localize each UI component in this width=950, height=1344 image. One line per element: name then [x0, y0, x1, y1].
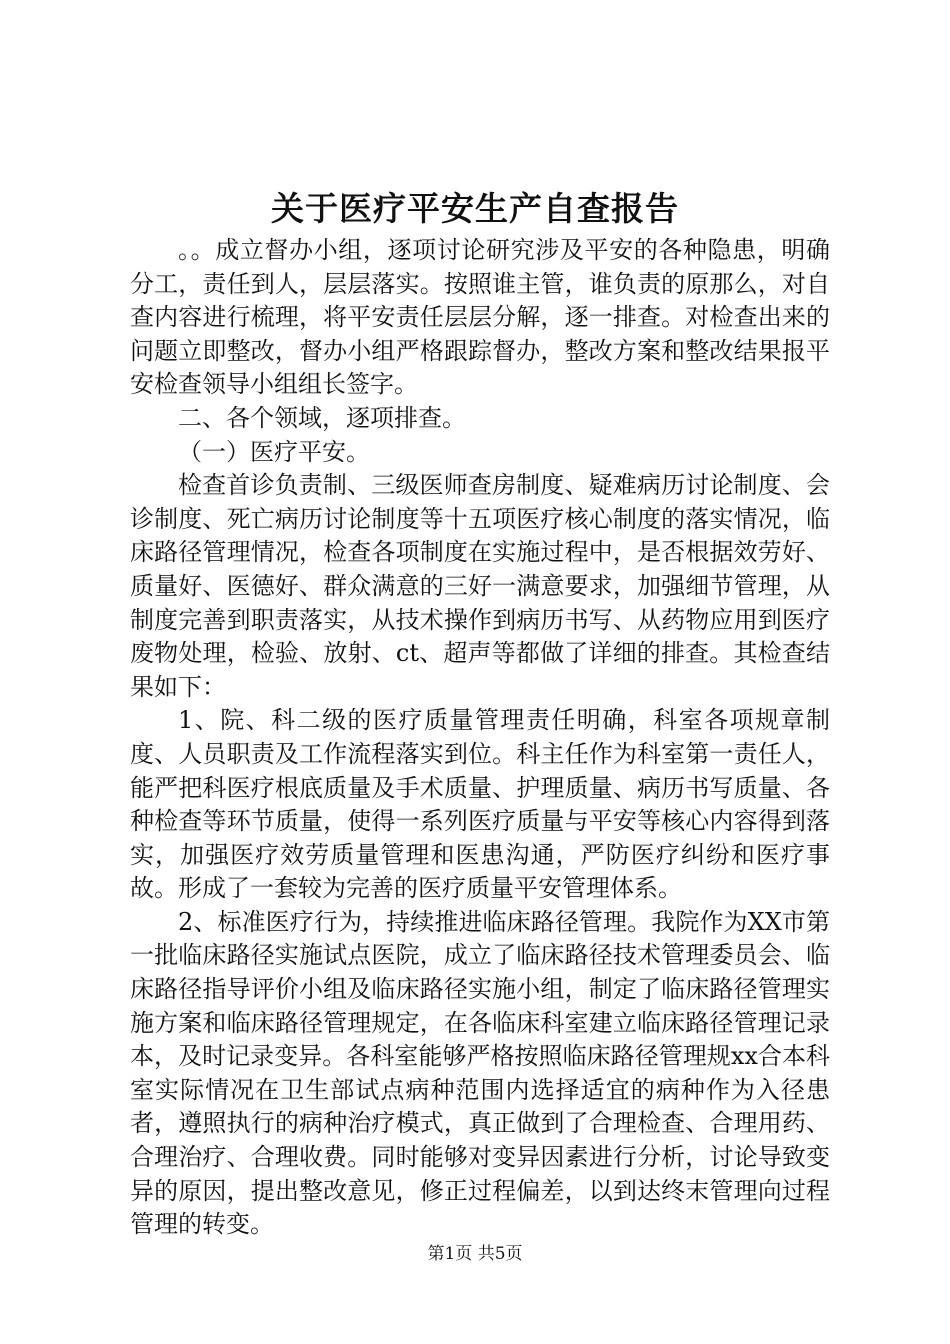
page-number-footer: 第1页 共5页 — [427, 1244, 523, 1264]
paragraph: 2、标准医疗行为，持续推进临床路径管理。我院作为XX市第一批临床路径实施试点医院，成立了临床路径技术管理委员会、临床路径指导评价小组及临床路径实施小组，制定了临床路径管理实施方案和临床路径管理规定，在各临床科室建立临床路径管理记录本，及时记录变异。各科室能够严格按照临床路径管理规xx合本科室实际情况在卫生部试点病种范围内选择适宜的病种作为入径患者，遵照执行的病种治疗模式，真正做到了合理检查、合理用药、合理治疗、合理收费。同时能够对变异因素进行分析，讨论导致变异的原因，提出整改意见，修正过程偏差，以到达终末管理向过程管理的转变。 — [130, 907, 830, 1239]
paragraph: 检查首诊负责制、三级医师查房制度、疑难病历讨论制度、会诊制度、死亡病历讨论制度等十五项医疗核心制度的落实情况，临床路径管理情况，检查各项制度在实施过程中，是否根据效劳好、质量好、医德好、群众满意的三好一满意要求，加强细节管理，从制度完善到职责落实，从技术操作到病历书写、从药物应用到医疗废物处理，检验、放射、ct、超声等都做了详细的排查。其检查结果如下： — [130, 471, 830, 701]
document-body — [130, 234, 830, 1242]
document-title: 关于医疗平安生产自查报告 — [271, 189, 679, 228]
section-heading: 二、各个领域，逐项排查。 — [178, 403, 466, 432]
paragraph: 1、院、科二级的医疗质量管理责任明确，科室各项规章制度、人员职责及工作流程落实到位。科主任作为科室第一责任人，能严把科医疗根底质量及手术质量、护理质量、病历书写质量、各种检查等环节质量，使得一系列医疗质量与平安等核心内容得到落实，加强医疗效劳质量管理和医患沟通，严防医疗纠纷和医疗事故。形成了一套较为完善的医疗质量平安管理体系。 — [130, 706, 830, 903]
paragraph: 。。成立督办小组，逐项讨论研究涉及平安的各种隐患，明确分工，责任到人，层层落实。按照谁主管，谁负责的原那么，对自查内容进行梳理，将平安责任层层分解，逐一排查。对检查出来的问题立即整改，督办小组严格跟踪督办，整改方案和整改结果报平安检查领导小组组长签字。 — [130, 236, 830, 399]
subsection-heading: （一）医疗平安。 — [178, 437, 370, 466]
